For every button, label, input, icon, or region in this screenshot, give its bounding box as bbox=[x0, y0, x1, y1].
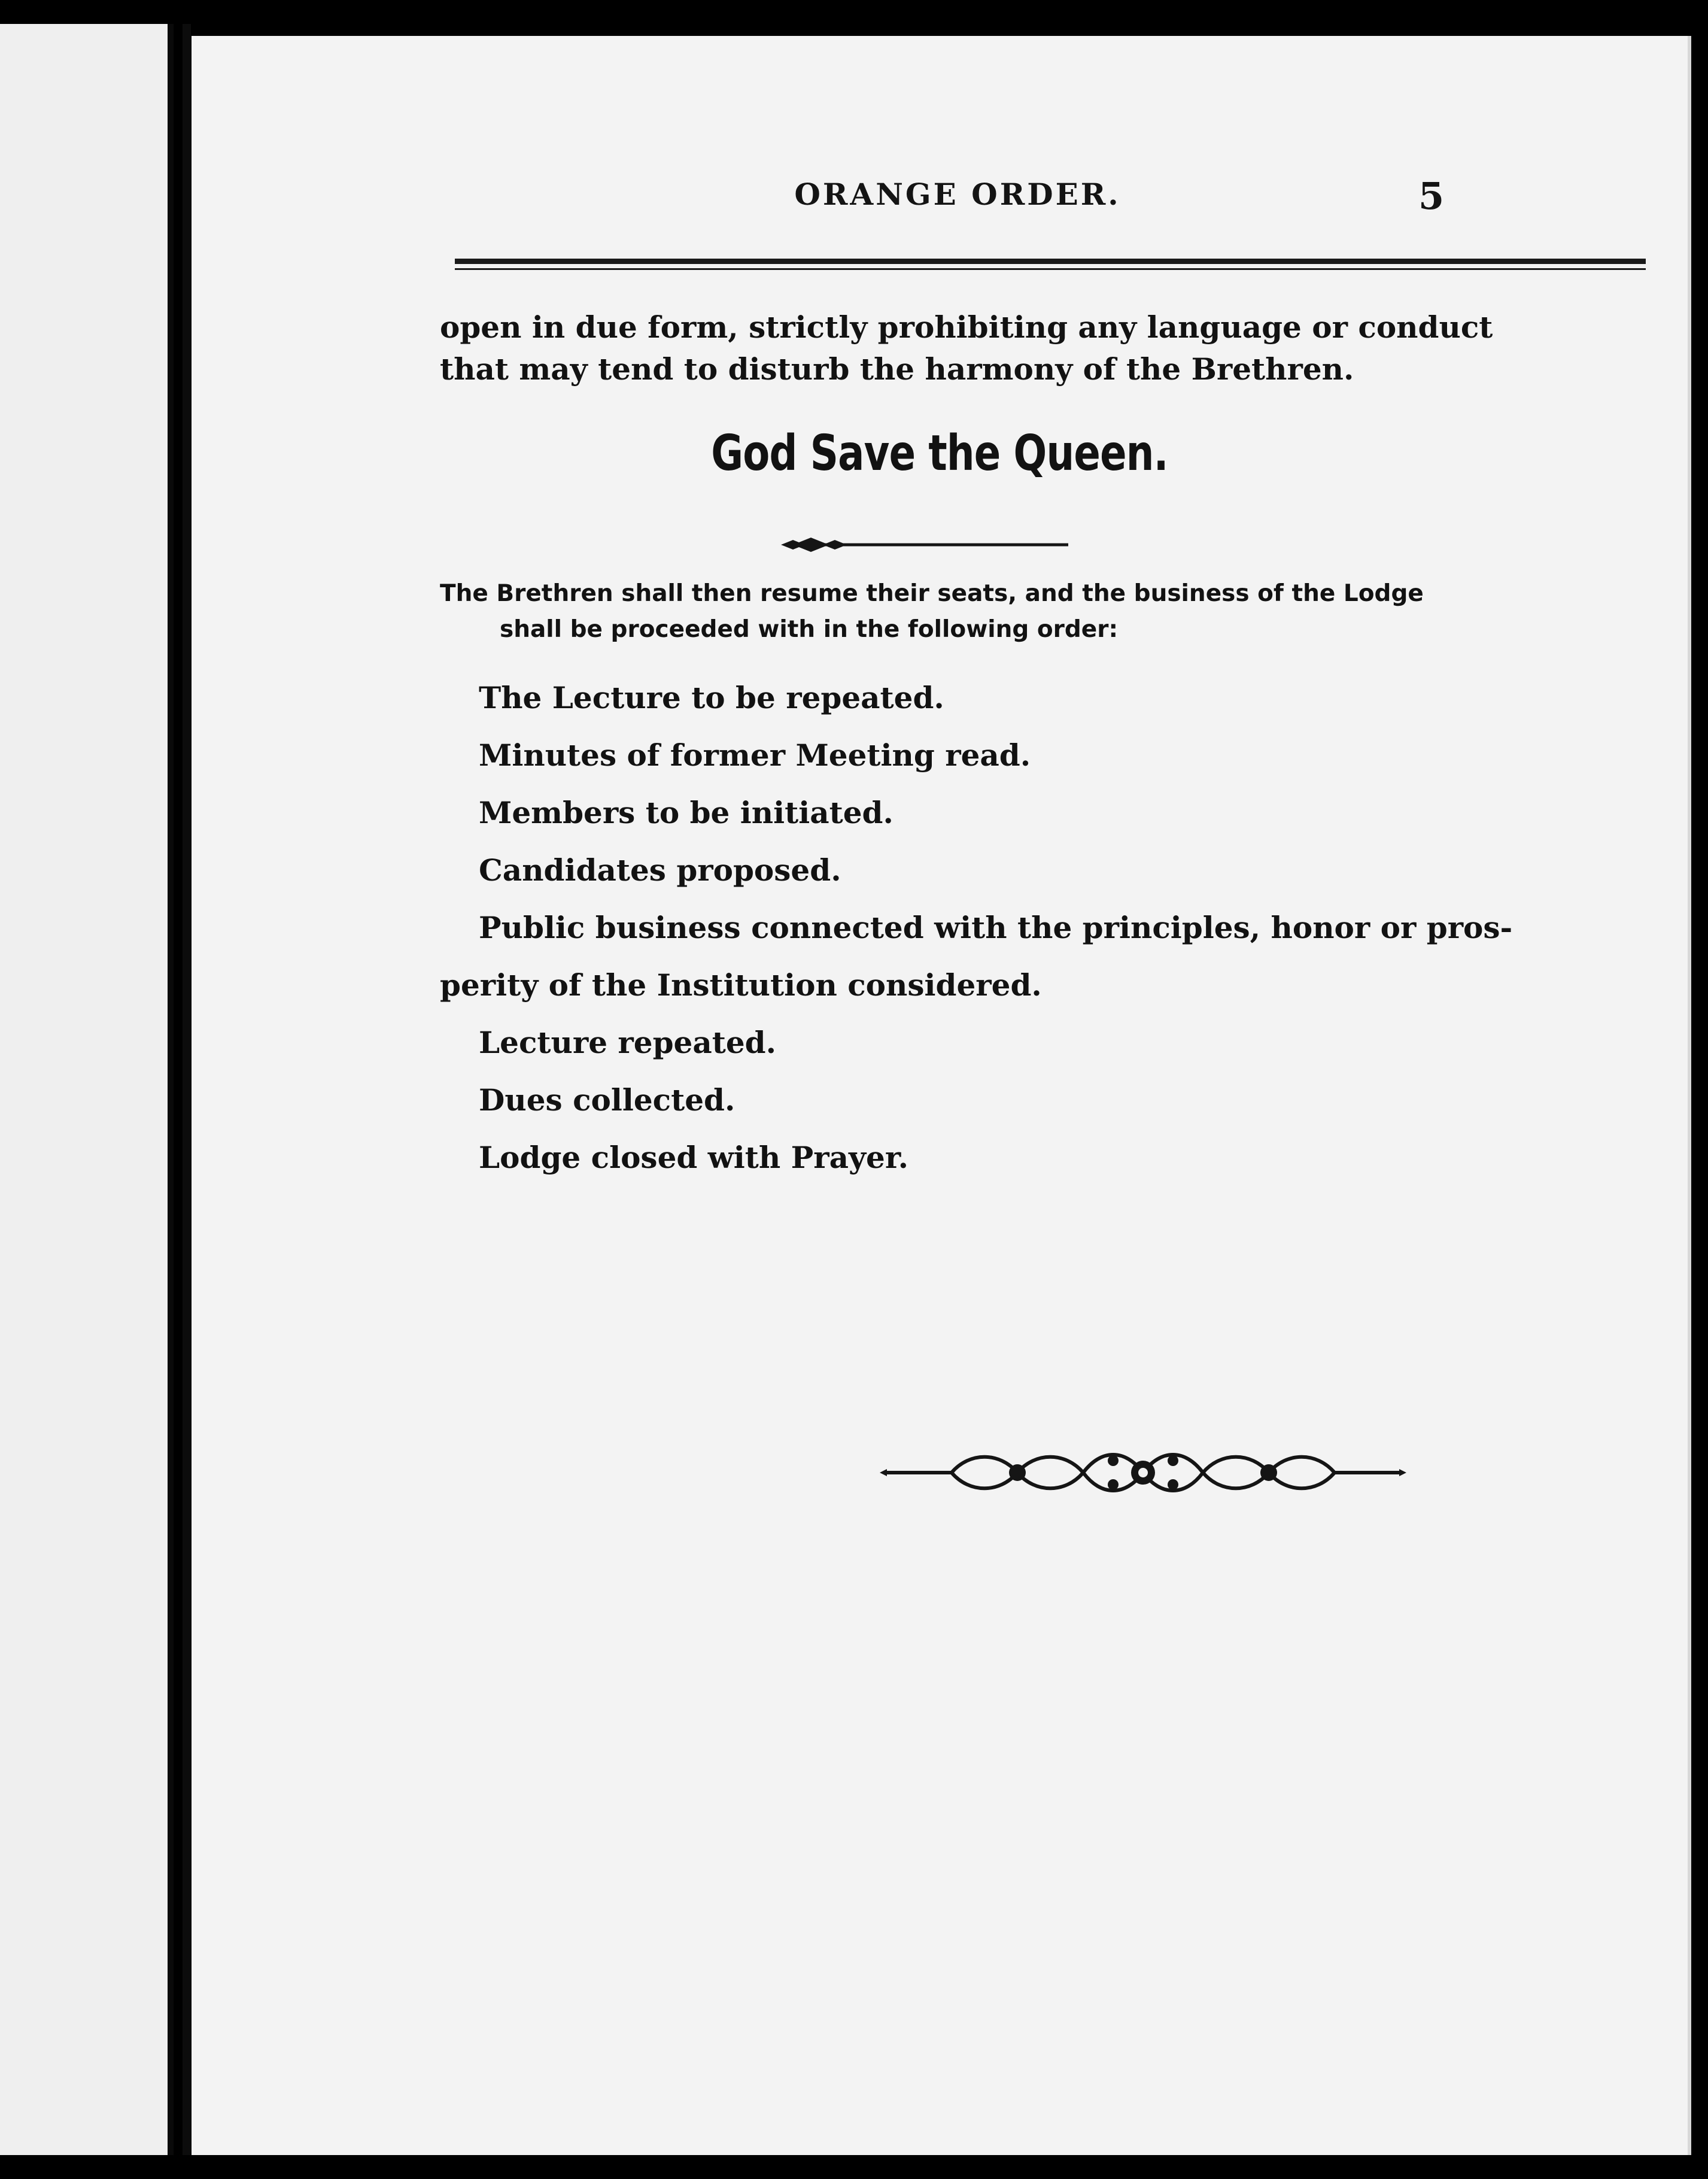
running-header bbox=[192, 174, 1688, 224]
instruction-line-2: shall be proceeded with in the following order: bbox=[500, 616, 1119, 643]
scroll-flourish-ornament bbox=[880, 1443, 1406, 1503]
instruction-paragraph bbox=[440, 576, 1424, 648]
page-number: 5 bbox=[1418, 174, 1445, 218]
diamond-rule-ornament bbox=[745, 533, 1080, 557]
spine-line bbox=[183, 24, 191, 2155]
list-item: Minutes of former Meeting read. bbox=[479, 738, 1031, 773]
order-of-business-list bbox=[440, 669, 1512, 1186]
page bbox=[192, 36, 1691, 2155]
anthem-heading: God Save the Queen. bbox=[711, 425, 1168, 482]
header-rule-thick bbox=[455, 259, 1646, 264]
opening-line-1: open in due form, strictly prohibiting any language or conduct bbox=[440, 309, 1493, 345]
header-rule-thin bbox=[455, 268, 1646, 270]
list-item: Lecture repeated. bbox=[479, 1025, 777, 1060]
list-item: Public business connected with the principles, honor or pros- perity of the Institution considered. bbox=[440, 910, 1513, 1003]
list-item: Lodge closed with Prayer. bbox=[479, 1140, 909, 1175]
opening-paragraph bbox=[440, 306, 1493, 390]
opening-line-2: that may tend to disturb the harmony of the Brethren. bbox=[440, 351, 1354, 387]
left-page-fragment bbox=[0, 24, 174, 2155]
list-item: Dues collected. bbox=[479, 1082, 736, 1118]
instruction-line-1: The Brethren shall then resume their seats, and the business of the Lodge bbox=[440, 580, 1424, 607]
list-item: The Lecture to be repeated. bbox=[479, 680, 944, 715]
list-item: Candidates proposed. bbox=[479, 852, 841, 888]
running-title: ORANGE ORDER. bbox=[794, 177, 1121, 212]
list-item: Members to be initiated. bbox=[479, 795, 893, 830]
